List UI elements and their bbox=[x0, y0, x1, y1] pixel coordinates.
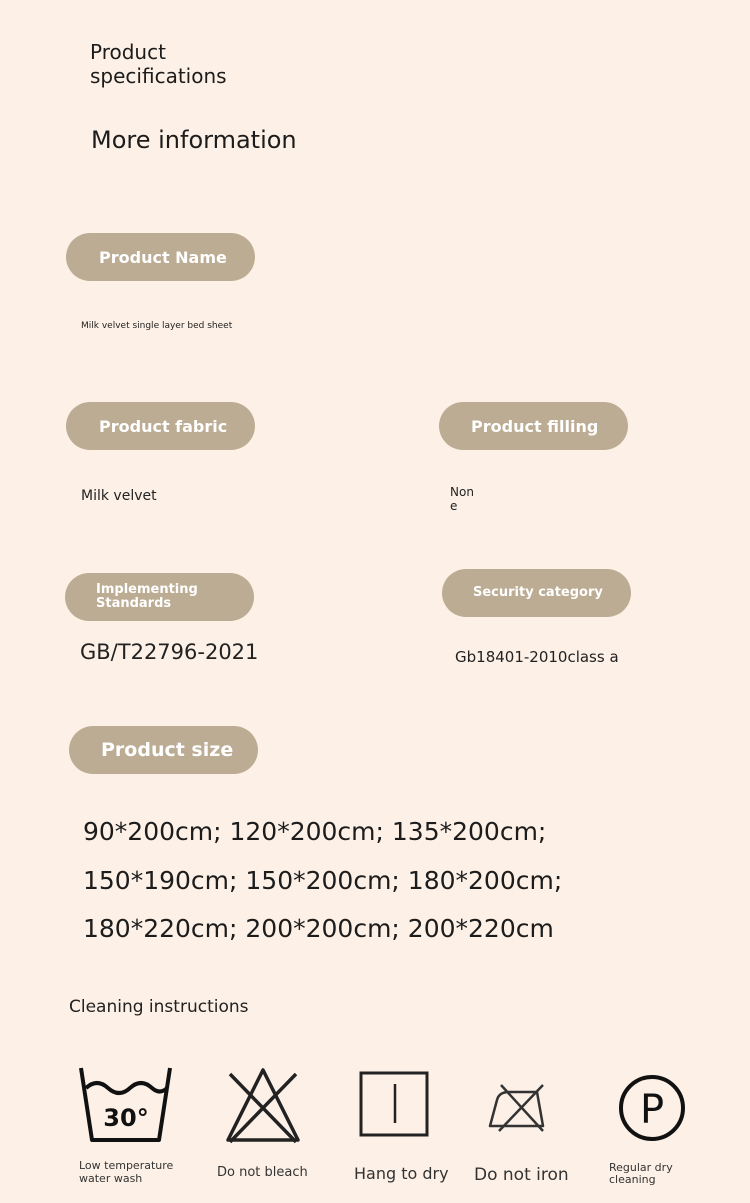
product-fabric-value: Milk velvet bbox=[81, 488, 157, 504]
wash-temp-badge: 30° bbox=[103, 1104, 149, 1132]
cleaning-title: Cleaning instructions bbox=[69, 997, 249, 1017]
security-category-value: Gb18401-2010class a bbox=[455, 648, 619, 666]
hang-dry-icon bbox=[359, 1071, 430, 1138]
product-fabric-label: Product fabric bbox=[66, 402, 255, 450]
standards-label: Implementing Standards bbox=[65, 573, 254, 621]
page-subtitle: More information bbox=[91, 126, 297, 154]
page-title: Product specifications bbox=[90, 40, 227, 88]
dry-clean-p-icon bbox=[617, 1073, 687, 1143]
standards-value: GB/T22796-2021 bbox=[80, 640, 259, 664]
product-name-label: Product Name bbox=[66, 233, 255, 281]
wash-30-icon bbox=[78, 1064, 173, 1144]
product-filling-label: Product filling bbox=[439, 402, 628, 450]
no-bleach-icon bbox=[224, 1066, 302, 1144]
no-iron-icon bbox=[487, 1080, 549, 1134]
security-category-label: Security category bbox=[442, 569, 631, 617]
product-filling-value: Non e bbox=[450, 485, 474, 513]
dry-clean-badge: P bbox=[639, 1087, 665, 1133]
no-bleach-label: Do not bleach bbox=[217, 1165, 308, 1180]
product-name-value: Milk velvet single layer bed sheet bbox=[81, 321, 233, 331]
product-size-value: 90*200cm; 120*200cm; 135*200cm; 150*190cm; 150*200cm; 180*200cm; 180*220cm; 200*200cm; 200*220cm bbox=[83, 817, 563, 943]
hang-dry-label: Hang to dry bbox=[354, 1164, 449, 1183]
wash-label: Low temperature water wash bbox=[79, 1159, 174, 1185]
no-iron-label: Do not iron bbox=[474, 1165, 569, 1185]
dry-clean-label: Regular dry cleaning bbox=[609, 1161, 673, 1186]
product-size-label: Product size bbox=[69, 726, 258, 774]
